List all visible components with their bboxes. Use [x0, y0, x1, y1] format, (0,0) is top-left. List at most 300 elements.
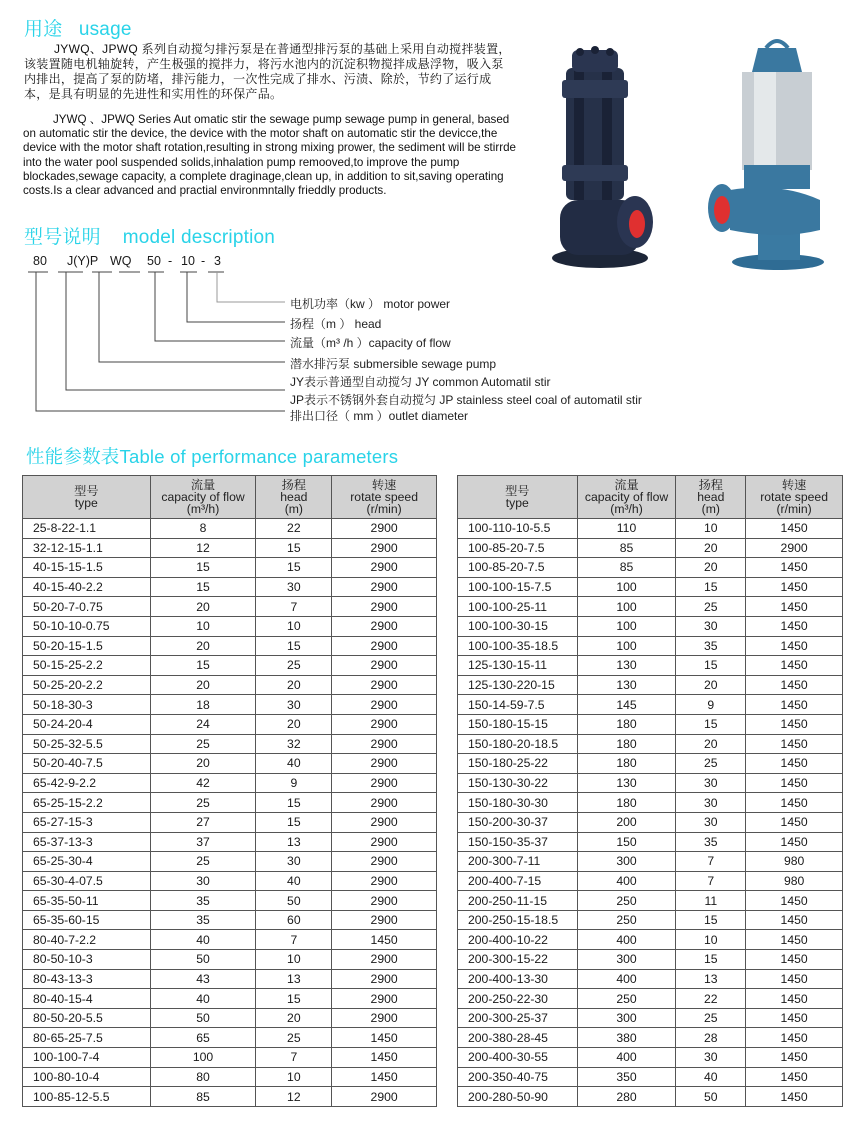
legend-sewage-pump: 潜水排污泵 submersible sewage pump [290, 357, 497, 371]
table-row [458, 636, 843, 656]
usage-text-en: JYWQ 、JPWQ Series Aut omatic stir the sewage pump sewage pump in general, based on automatic stir the device, the device with the motor shaft on automatic stir the devicce,the device with the motor shaft rotation,resulting in strong mixing prower, the sediment will be stirrde into the water pool suspended solids,inhalation pump remooved,to improve the pump blockades,sewage capacity, a complete draginage,clean up, in addition to sit,saving operating costs.Is a clear advanced and practial environmntally frieddly products. [23, 113, 516, 198]
table-row [23, 832, 437, 852]
cell-speed: 1450 [746, 656, 843, 676]
table-row [458, 871, 843, 891]
table-row [458, 930, 843, 950]
cell-flow: 80 [150, 1067, 256, 1087]
cell-flow: 100 [577, 636, 676, 656]
table-row [23, 1087, 437, 1107]
cell-type: 150-180-15-15 [458, 714, 578, 734]
cell-head: 30 [676, 812, 746, 832]
cell-head: 15 [676, 910, 746, 930]
cell-flow: 180 [577, 793, 676, 813]
table-row [458, 793, 843, 813]
cell-head: 30 [676, 616, 746, 636]
cell-flow: 300 [577, 1008, 676, 1028]
cell-type: 80-50-10-3 [23, 950, 151, 970]
cell-speed: 1450 [746, 695, 843, 715]
table-row [23, 793, 437, 813]
cell-type: 50-25-32-5.5 [23, 734, 151, 754]
cell-speed: 2900 [332, 1008, 437, 1028]
cell-flow: 15 [150, 577, 256, 597]
cell-type: 40-15-40-2.2 [23, 577, 151, 597]
table-header-row [23, 476, 437, 519]
cell-head: 7 [676, 852, 746, 872]
cell-flow: 100 [577, 597, 676, 617]
header-speed: 转速 rotate speed (r/min) [746, 476, 843, 519]
table-row [458, 597, 843, 617]
cell-flow: 300 [577, 852, 676, 872]
cell-head: 10 [676, 519, 746, 539]
table-row [458, 616, 843, 636]
cell-flow: 250 [577, 891, 676, 911]
cell-type: 80-40-15-4 [23, 989, 151, 1009]
table-row [23, 616, 437, 636]
model-description-heading [24, 222, 275, 249]
cell-speed: 2900 [332, 675, 437, 695]
cell-head: 13 [676, 969, 746, 989]
cell-head: 10 [256, 1067, 332, 1087]
cell-speed: 1450 [746, 812, 843, 832]
code-outlet: 80 [33, 254, 47, 268]
cell-flow: 30 [150, 871, 256, 891]
cell-type: 100-85-20-7.5 [458, 538, 578, 558]
table-row [458, 714, 843, 734]
cell-speed: 2900 [332, 538, 437, 558]
cell-flow: 10 [150, 616, 256, 636]
cell-speed: 1450 [746, 1028, 843, 1048]
cell-head: 30 [256, 852, 332, 872]
cell-type: 50-20-15-1.5 [23, 636, 151, 656]
cell-flow: 180 [577, 734, 676, 754]
code-wq: WQ [110, 254, 132, 268]
legend-outlet: 排出口径（ mm ）outlet diameter [290, 409, 469, 423]
cell-head: 32 [256, 734, 332, 754]
table-row [458, 969, 843, 989]
cell-flow: 100 [577, 577, 676, 597]
table-row [23, 1048, 437, 1068]
cell-head: 15 [256, 538, 332, 558]
cell-flow: 110 [577, 519, 676, 539]
usage-paragraph-zh [24, 42, 512, 102]
cell-speed: 2900 [332, 616, 437, 636]
cell-speed: 2900 [332, 773, 437, 793]
cell-flow: 15 [150, 656, 256, 676]
cell-head: 13 [256, 969, 332, 989]
table-row [23, 538, 437, 558]
cell-head: 35 [676, 636, 746, 656]
table-row [23, 910, 437, 930]
cell-flow: 35 [150, 891, 256, 911]
table-row [458, 950, 843, 970]
model-heading-en: model description [122, 227, 276, 248]
cell-speed: 1450 [746, 1048, 843, 1068]
cell-speed: 2900 [332, 832, 437, 852]
cell-type: 50-10-10-0.75 [23, 616, 151, 636]
cell-speed: 1450 [746, 734, 843, 754]
cell-speed: 1450 [746, 891, 843, 911]
cell-speed: 1450 [746, 1087, 843, 1107]
cell-type: 65-27-15-3 [23, 812, 151, 832]
cell-speed: 1450 [332, 1028, 437, 1048]
cell-type: 150-200-30-37 [458, 812, 578, 832]
cell-flow: 12 [150, 538, 256, 558]
table-row [23, 989, 437, 1009]
cell-head: 22 [676, 989, 746, 1009]
cell-type: 65-25-15-2.2 [23, 793, 151, 813]
cell-speed: 2900 [332, 754, 437, 774]
cell-type: 100-85-20-7.5 [458, 558, 578, 578]
cell-speed: 1450 [746, 950, 843, 970]
table-row [23, 812, 437, 832]
cell-speed: 1450 [746, 989, 843, 1009]
cell-flow: 100 [577, 616, 676, 636]
code-dash-2: - [201, 254, 206, 268]
steel-pump-image [708, 41, 824, 270]
cell-speed: 1450 [332, 930, 437, 950]
table-row [23, 656, 437, 676]
cell-type: 150-180-30-30 [458, 793, 578, 813]
cell-head: 22 [256, 519, 332, 539]
cell-flow: 150 [577, 832, 676, 852]
table-row [23, 597, 437, 617]
cell-head: 30 [676, 793, 746, 813]
table-row [458, 1067, 843, 1087]
cell-type: 65-37-13-3 [23, 832, 151, 852]
cell-type: 200-250-22-30 [458, 989, 578, 1009]
cell-type: 200-400-7-15 [458, 871, 578, 891]
cell-flow: 40 [150, 930, 256, 950]
legend-motor-power: 电机功率（kw ） motor power [290, 297, 451, 311]
cell-type: 125-130-220-15 [458, 675, 578, 695]
table-row [458, 989, 843, 1009]
cell-type: 80-50-20-5.5 [23, 1008, 151, 1028]
cell-head: 20 [256, 1008, 332, 1028]
cell-head: 9 [676, 695, 746, 715]
code-power: 3 [214, 254, 221, 268]
cell-head: 7 [256, 1048, 332, 1068]
cell-speed: 2900 [332, 734, 437, 754]
table-row [23, 891, 437, 911]
cell-speed: 2900 [332, 636, 437, 656]
cell-head: 30 [676, 1048, 746, 1068]
cell-speed: 2900 [332, 910, 437, 930]
table-row [23, 675, 437, 695]
cell-flow: 20 [150, 636, 256, 656]
cell-speed: 980 [746, 852, 843, 872]
cell-speed: 2900 [332, 891, 437, 911]
cell-flow: 180 [577, 754, 676, 774]
cell-head: 15 [256, 989, 332, 1009]
cell-head: 10 [256, 616, 332, 636]
cell-type: 100-100-25-11 [458, 597, 578, 617]
cell-flow: 42 [150, 773, 256, 793]
cell-speed: 2900 [332, 695, 437, 715]
cell-flow: 85 [150, 1087, 256, 1107]
cell-type: 100-85-12-5.5 [23, 1087, 151, 1107]
cell-head: 35 [676, 832, 746, 852]
table-row [23, 519, 437, 539]
legend-jp: JP表示不锈钢外套自动搅匀 JP stainless steel coal of automatil stir [290, 393, 642, 407]
cell-type: 200-250-15-18.5 [458, 910, 578, 930]
cell-head: 20 [256, 714, 332, 734]
cell-speed: 2900 [332, 989, 437, 1009]
table-row [458, 1028, 843, 1048]
cell-speed: 2900 [332, 793, 437, 813]
cell-speed: 2900 [332, 950, 437, 970]
cell-flow: 8 [150, 519, 256, 539]
cell-speed: 2900 [332, 656, 437, 676]
table-row [458, 734, 843, 754]
table-row [23, 950, 437, 970]
cell-head: 30 [256, 577, 332, 597]
table-row [458, 577, 843, 597]
table-row [23, 773, 437, 793]
cell-type: 100-110-10-5.5 [458, 519, 578, 539]
cell-flow: 18 [150, 695, 256, 715]
cell-type: 150-180-25-22 [458, 754, 578, 774]
table-row [458, 852, 843, 872]
cell-speed: 1450 [746, 675, 843, 695]
cell-head: 10 [676, 930, 746, 950]
table-row [23, 695, 437, 715]
table-row [458, 754, 843, 774]
cell-type: 50-24-20-4 [23, 714, 151, 734]
cell-flow: 350 [577, 1067, 676, 1087]
cell-type: 32-12-15-1.1 [23, 538, 151, 558]
table-row [458, 1048, 843, 1068]
table-row [458, 1008, 843, 1028]
cell-flow: 50 [150, 1008, 256, 1028]
cell-type: 150-130-30-22 [458, 773, 578, 793]
table-row [23, 754, 437, 774]
cell-head: 25 [676, 597, 746, 617]
cell-speed: 1450 [746, 1067, 843, 1087]
header-head: 扬程 head (m) [256, 476, 332, 519]
cell-type: 200-250-11-15 [458, 891, 578, 911]
cell-flow: 15 [150, 558, 256, 578]
table-row [458, 891, 843, 911]
table-header-row [458, 476, 843, 519]
cell-flow: 250 [577, 910, 676, 930]
cell-flow: 400 [577, 930, 676, 950]
usage-heading-en: usage [78, 19, 132, 40]
cell-flow: 100 [150, 1048, 256, 1068]
cell-speed: 1450 [746, 793, 843, 813]
cell-head: 50 [256, 891, 332, 911]
cell-head: 40 [256, 871, 332, 891]
cell-speed: 1450 [746, 969, 843, 989]
cell-type: 200-300-7-11 [458, 852, 578, 872]
cell-flow: 35 [150, 910, 256, 930]
cell-flow: 85 [577, 558, 676, 578]
cell-type: 100-100-7-4 [23, 1048, 151, 1068]
cell-flow: 380 [577, 1028, 676, 1048]
cell-head: 15 [676, 950, 746, 970]
cell-speed: 1450 [746, 832, 843, 852]
code-series: J(Y)P [67, 254, 99, 268]
cell-flow: 27 [150, 812, 256, 832]
cell-speed: 2900 [332, 577, 437, 597]
cell-head: 13 [256, 832, 332, 852]
cell-flow: 25 [150, 734, 256, 754]
table-row [458, 910, 843, 930]
cell-speed: 1450 [746, 636, 843, 656]
cell-flow: 20 [150, 754, 256, 774]
cell-head: 20 [676, 538, 746, 558]
cell-flow: 300 [577, 950, 676, 970]
cell-speed: 1450 [746, 597, 843, 617]
cell-type: 50-25-20-2.2 [23, 675, 151, 695]
cell-type: 50-20-7-0.75 [23, 597, 151, 617]
cell-speed: 1450 [746, 558, 843, 578]
cell-type: 150-180-20-18.5 [458, 734, 578, 754]
cell-type: 80-40-7-2.2 [23, 930, 151, 950]
legend-flow: 流量（m³ /h ）capacity of flow [290, 336, 451, 350]
cell-type: 150-150-35-37 [458, 832, 578, 852]
code-dash-1: - [168, 254, 173, 268]
legend-jy: JY表示普通型自动搅匀 JY common Automatil stir [290, 375, 551, 389]
header-type: 型号 type [23, 476, 151, 519]
cell-type: 65-30-4-07.5 [23, 871, 151, 891]
code-head: 10 [181, 254, 195, 268]
cell-speed: 2900 [332, 1087, 437, 1107]
cell-flow: 400 [577, 1048, 676, 1068]
usage-heading [24, 14, 132, 41]
table-row [458, 519, 843, 539]
cell-head: 28 [676, 1028, 746, 1048]
table-row [458, 1087, 843, 1107]
cell-type: 65-25-30-4 [23, 852, 151, 872]
cell-head: 15 [256, 793, 332, 813]
table-row [23, 1008, 437, 1028]
cell-type: 150-14-59-7.5 [458, 695, 578, 715]
cell-type: 40-15-15-1.5 [23, 558, 151, 578]
cell-flow: 20 [150, 597, 256, 617]
cell-flow: 250 [577, 989, 676, 1009]
cell-type: 200-400-30-55 [458, 1048, 578, 1068]
cell-flow: 200 [577, 812, 676, 832]
table-row [23, 734, 437, 754]
cell-head: 25 [256, 1028, 332, 1048]
cell-head: 15 [256, 812, 332, 832]
table-row [458, 538, 843, 558]
cell-head: 12 [256, 1087, 332, 1107]
cell-speed: 2900 [332, 969, 437, 989]
performance-heading: 性能参数表Table of performance parameters [26, 446, 399, 467]
table-row [23, 1028, 437, 1048]
cell-head: 11 [676, 891, 746, 911]
table-row [23, 930, 437, 950]
cell-head: 7 [256, 930, 332, 950]
dark-pump-image [552, 46, 653, 268]
cell-flow: 400 [577, 871, 676, 891]
cell-speed: 2900 [332, 871, 437, 891]
cell-head: 25 [256, 656, 332, 676]
cell-type: 50-18-30-3 [23, 695, 151, 715]
cell-type: 80-65-25-7.5 [23, 1028, 151, 1048]
pump-product-images [530, 0, 866, 275]
cell-speed: 1450 [746, 930, 843, 950]
cell-speed: 1450 [746, 616, 843, 636]
cell-head: 25 [676, 1008, 746, 1028]
table-row [23, 1067, 437, 1087]
table-row [23, 558, 437, 578]
cell-head: 15 [676, 714, 746, 734]
cell-flow: 130 [577, 656, 676, 676]
header-type: 型号 type [458, 476, 578, 519]
cell-flow: 20 [150, 675, 256, 695]
table-row [23, 577, 437, 597]
cell-head: 15 [676, 577, 746, 597]
cell-head: 9 [256, 773, 332, 793]
usage-heading-zh: 用途 [24, 19, 63, 40]
table-row [458, 832, 843, 852]
cell-type: 125-130-15-11 [458, 656, 578, 676]
cell-type: 200-400-13-30 [458, 969, 578, 989]
table-row [23, 714, 437, 734]
cell-speed: 1450 [746, 577, 843, 597]
cell-speed: 1450 [746, 714, 843, 734]
header-head: 扬程 head (m) [676, 476, 746, 519]
cell-flow: 40 [150, 989, 256, 1009]
cell-flow: 280 [577, 1087, 676, 1107]
cell-head: 20 [676, 734, 746, 754]
cell-type: 80-43-13-3 [23, 969, 151, 989]
cell-type: 200-380-28-45 [458, 1028, 578, 1048]
table-row [23, 852, 437, 872]
cell-type: 65-35-60-15 [23, 910, 151, 930]
cell-head: 25 [676, 754, 746, 774]
cell-speed: 1450 [746, 754, 843, 774]
cell-head: 20 [256, 675, 332, 695]
cell-flow: 50 [150, 950, 256, 970]
model-heading-zh: 型号说明 [24, 227, 101, 248]
cell-type: 100-100-35-18.5 [458, 636, 578, 656]
cell-head: 20 [676, 558, 746, 578]
cell-type: 50-15-25-2.2 [23, 656, 151, 676]
cell-speed: 2900 [746, 538, 843, 558]
cell-flow: 130 [577, 773, 676, 793]
performance-table-left [22, 475, 437, 1107]
cell-type: 200-400-10-22 [458, 930, 578, 950]
table-row [458, 773, 843, 793]
cell-type: 100-100-30-15 [458, 616, 578, 636]
usage-text-zh: JYWQ、JPWQ 系列自动搅匀排污泵是在普通型排污泵的基础上采用自动搅拌装置，该装置随电机轴旋转，产生极强的搅拌力，将污水池内的沉淀积物搅拌成悬浮物，吸入泵内排出，提高了泵的防堵，排污能力，一次性完成了排水、污渍、除於，节约了运行成本，是具有明显的先进性和实用性的环保产品。 [24, 42, 511, 101]
table-row [23, 969, 437, 989]
table-row [458, 558, 843, 578]
cell-type: 50-20-40-7.5 [23, 754, 151, 774]
cell-speed: 980 [746, 871, 843, 891]
cell-type: 200-300-15-22 [458, 950, 578, 970]
cell-flow: 400 [577, 969, 676, 989]
cell-head: 7 [256, 597, 332, 617]
cell-head: 50 [676, 1087, 746, 1107]
header-flow: 流量 capacity of flow (m³/h) [150, 476, 256, 519]
cell-flow: 180 [577, 714, 676, 734]
cell-speed: 2900 [332, 519, 437, 539]
cell-type: 65-42-9-2.2 [23, 773, 151, 793]
table-row [458, 812, 843, 832]
cell-flow: 24 [150, 714, 256, 734]
cell-speed: 1450 [746, 910, 843, 930]
cell-head: 60 [256, 910, 332, 930]
cell-speed: 2900 [332, 812, 437, 832]
table-row [23, 636, 437, 656]
cell-speed: 1450 [746, 773, 843, 793]
table-row [458, 675, 843, 695]
cell-type: 200-350-40-75 [458, 1067, 578, 1087]
